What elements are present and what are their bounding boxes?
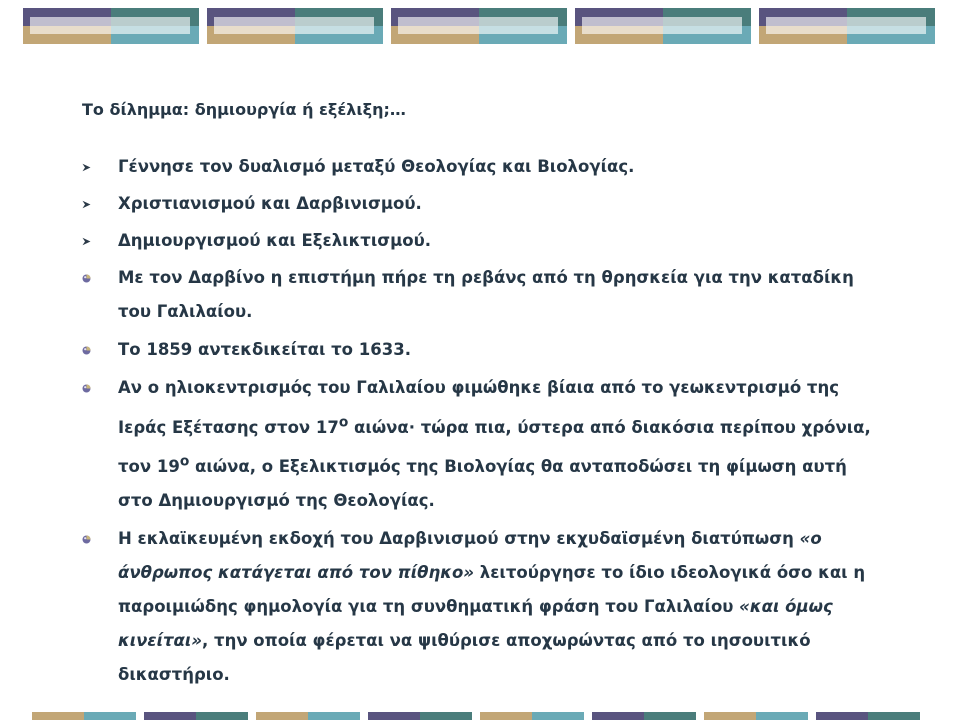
arrow-bullet-icon <box>82 187 96 221</box>
list-item <box>82 224 882 258</box>
decorative-tile <box>23 8 199 44</box>
decorative-segment <box>480 712 584 720</box>
bullet-list <box>82 150 882 692</box>
decorative-segment <box>368 712 472 720</box>
decorative-segment <box>256 712 360 720</box>
bullet-text: Χριστιανισμού και Δαρβινισμού. <box>118 194 422 213</box>
arrow-bullet-icon <box>82 224 96 258</box>
text-part: αιώνα· τώρα πια, ύστερα από διακόσια περίπου χρόνια, τον 19 <box>118 417 871 476</box>
bullet-text: Δημιουργισμού και Εξελικτισμού. <box>118 231 431 250</box>
decorative-segment <box>32 712 136 720</box>
decorative-segment <box>704 712 808 720</box>
bottom-decorative-strip <box>0 712 960 720</box>
decorative-segment <box>144 712 248 720</box>
text-part: Η εκλαϊκευμένη εκδοχή του Δαρβινισμού στην εκχυδαϊσμένη διατύπωση <box>118 529 800 548</box>
list-item <box>82 187 882 221</box>
dot-bullet-icon <box>82 261 96 295</box>
text-part: , την οποία φέρεται να ψιθύρισε αποχωρώντας από το ιησουιτικό δικαστήριο. <box>118 631 811 684</box>
italic-quote: «ο άνθρωπος κατάγεται από τον πίθηκο» <box>118 529 822 582</box>
arrow-bullet-icon <box>82 150 96 184</box>
text-part: Αν ο ηλιοκεντρισμός του Γαλιλαίου φιμώθηκε βίαια από το γεωκεντρισμό της Ιεράς Εξέτασης στον 17 <box>118 378 839 437</box>
italic-quote: «και όμως κινείται» <box>118 597 833 650</box>
decorative-tile <box>207 8 383 44</box>
bullet-text: Το 1859 αντεκδικείται το 1633. <box>118 340 411 359</box>
top-decorative-strip <box>0 8 960 44</box>
bullet-text <box>118 378 871 510</box>
list-item <box>82 261 882 329</box>
list-item <box>82 522 882 692</box>
dot-bullet-icon <box>82 522 96 556</box>
dot-bullet-icon <box>82 333 96 367</box>
decorative-tile <box>575 8 751 44</box>
text-part: λειτούργησε το ίδιο ιδεολογικά όσο και η παροιμιώδης φημολογία για τη συνθηματική φράση του Γαλιλαίου <box>118 563 866 616</box>
dot-bullet-icon <box>82 371 96 405</box>
decorative-tile <box>391 8 567 44</box>
bullet-text: Γέννησε τον δυαλισμό μεταξύ Θεολογίας και Βιολογίας. <box>118 157 635 176</box>
bullet-text <box>118 529 865 684</box>
decorative-tile <box>759 8 935 44</box>
decorative-segment <box>816 712 920 720</box>
text-part: αιώνα, ο Εξελικτισμός της Βιολογίας θα ανταποδώσει τη φίμωση αυτή στο Δημιουργισμό της Θεολογίας. <box>118 457 847 510</box>
list-item <box>82 150 882 184</box>
ordinal-superscript: ο <box>179 453 190 470</box>
ordinal-superscript: ο <box>338 414 349 430</box>
list-item <box>82 371 882 518</box>
slide-title: Το δίλημμα: δημιουργία ή εξέλιξη;… <box>82 100 406 119</box>
decorative-segment <box>592 712 696 720</box>
bullet-text: Με τον Δαρβίνο η επιστήμη πήρε τη ρεβάνς από τη θρησκεία για την καταδίκη του Γαλιλαίου. <box>118 268 854 321</box>
list-item <box>82 333 882 367</box>
